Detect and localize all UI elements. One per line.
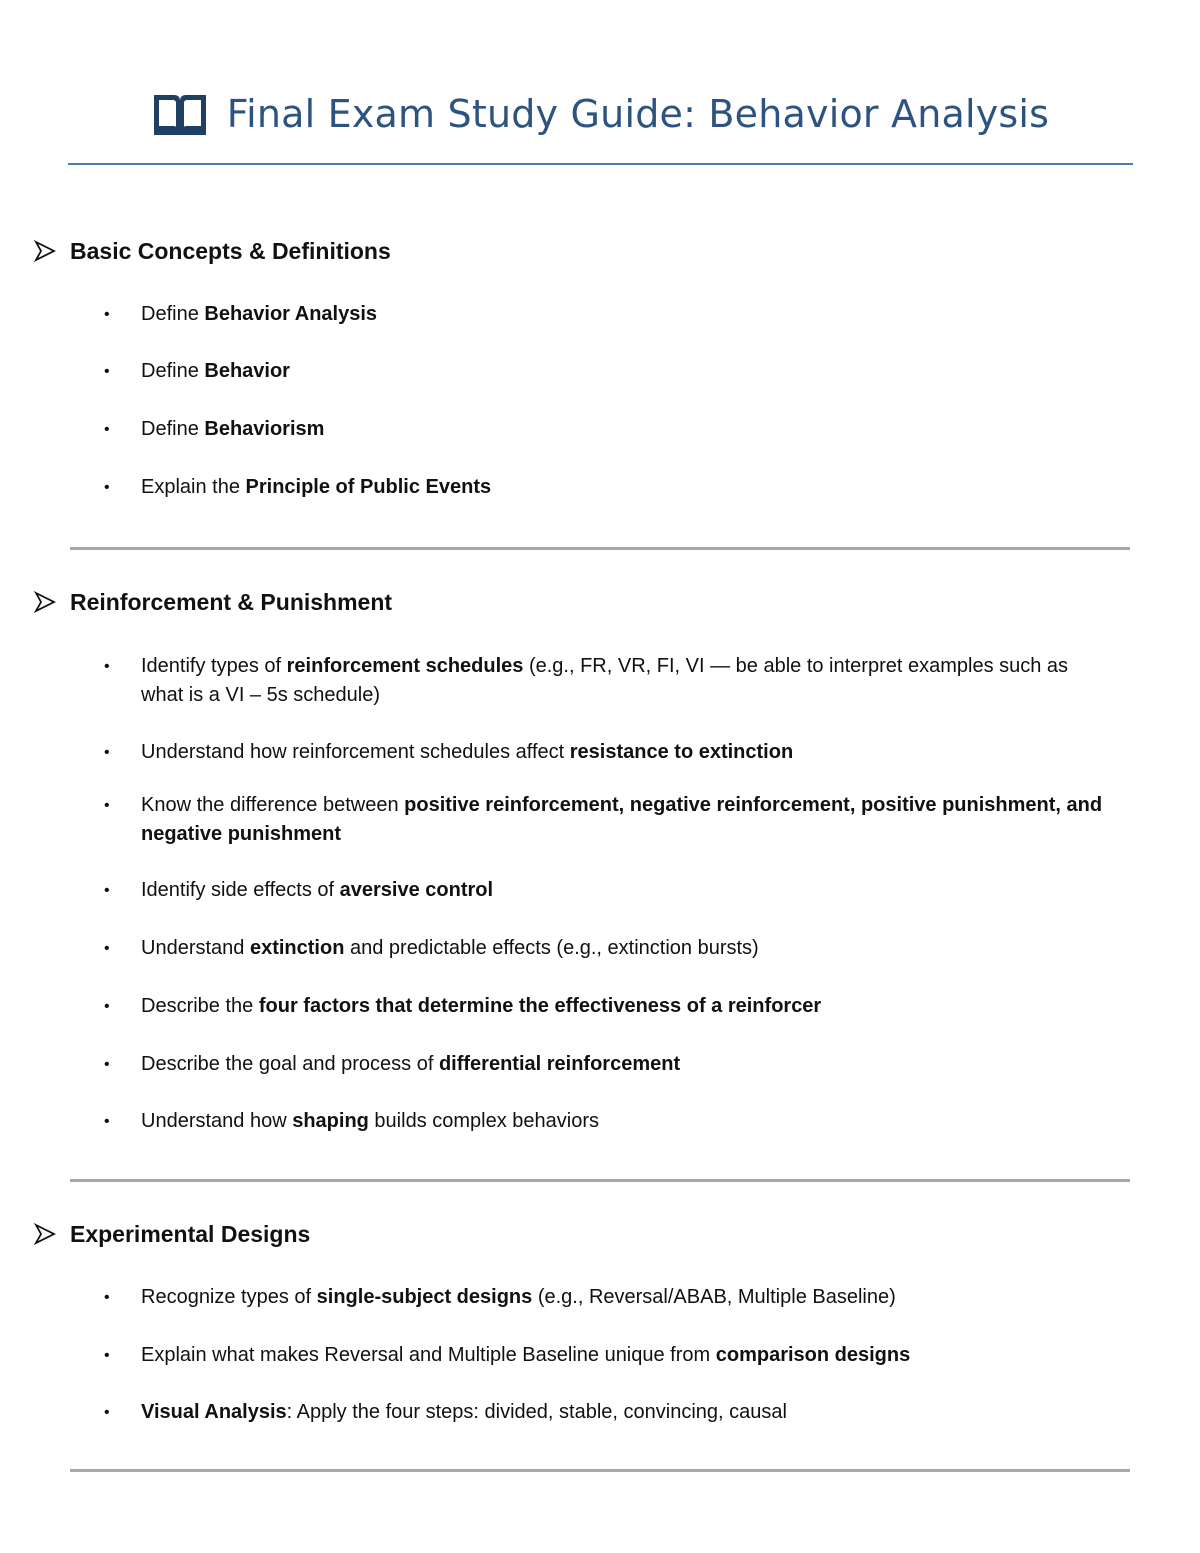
list-item	[100, 1050, 1110, 1079]
list-item	[100, 357, 1110, 386]
list-item	[100, 473, 1110, 502]
bullet-icon: •	[104, 1347, 110, 1364]
plain-text: Describe the goal and process of	[141, 1053, 439, 1075]
section-heading-basic-concepts	[34, 235, 391, 267]
list-item-text	[141, 791, 1110, 849]
list-item-text	[141, 473, 1110, 502]
arrowhead-bullet-icon	[34, 591, 56, 613]
emphasis-term: resistance to extinction	[569, 741, 794, 763]
bullet-icon: •	[104, 306, 110, 323]
plain-text: Define	[141, 418, 205, 440]
list-item	[100, 934, 1110, 963]
open-book-icon	[151, 91, 209, 137]
list-item	[100, 300, 1110, 329]
plain-text: (e.g., FR, VR, FI, VI — be able to interpret examples such as what is a VI – 5s schedule)	[141, 655, 1069, 706]
arrowhead-bullet-icon	[34, 240, 56, 262]
emphasis-term: Principle of Public Events	[245, 476, 492, 498]
plain-text: Identify types of	[141, 655, 287, 677]
plain-text: Understand	[141, 937, 250, 959]
list-item-text	[141, 992, 1110, 1021]
list-item	[100, 1341, 1110, 1370]
plain-text: builds complex behaviors	[368, 1110, 599, 1132]
list-item-text	[141, 876, 1110, 905]
emphasis-term: comparison designs	[715, 1344, 911, 1366]
bullet-icon: •	[104, 1113, 110, 1130]
list-item	[100, 1107, 1110, 1136]
section-title: Experimental Designs	[70, 1220, 311, 1247]
list-item-text	[141, 1107, 1110, 1136]
emphasis-term: single-subject designs	[316, 1286, 533, 1308]
list-item-text	[141, 652, 1110, 710]
bullet-icon: •	[104, 479, 110, 496]
plain-text: (e.g., Reversal/ABAB, Multiple Baseline)	[532, 1286, 896, 1308]
plain-text: Define	[141, 303, 205, 325]
list-item-text	[141, 300, 1110, 329]
emphasis-term: aversive control	[339, 879, 494, 901]
list-item	[100, 992, 1110, 1021]
list-item-text	[141, 738, 1110, 767]
list-item-text	[141, 1398, 1110, 1427]
bullet-icon: •	[104, 421, 110, 438]
plain-text: Explain the	[141, 476, 246, 498]
list-item	[100, 791, 1110, 849]
emphasis-term: reinforcement schedules	[286, 655, 524, 677]
section-title: Basic Concepts & Definitions	[70, 237, 391, 264]
list-item-text	[141, 357, 1110, 386]
emphasis-term: Visual Analysis	[141, 1401, 287, 1423]
bullet-icon: •	[104, 363, 110, 380]
bullet-icon: •	[104, 658, 110, 675]
emphasis-term: Behavior Analysis	[204, 303, 378, 325]
emphasis-term: shaping	[292, 1110, 369, 1132]
plain-text: Define	[141, 360, 205, 382]
bullet-icon: •	[104, 940, 110, 957]
section-heading-experimental-designs	[34, 1218, 310, 1250]
list-item-text	[141, 1050, 1110, 1079]
title-row	[0, 84, 1200, 144]
plain-text: and predictable effects (e.g., extinction bursts)	[344, 937, 759, 959]
plain-text: Identify side effects of	[141, 879, 340, 901]
bullet-icon: •	[104, 1289, 110, 1306]
arrowhead-bullet-icon	[34, 1223, 56, 1245]
list-item-text	[141, 1341, 1110, 1370]
plain-text: Describe the	[141, 995, 259, 1017]
section-divider	[70, 1469, 1130, 1472]
plain-text: Recognize types of	[141, 1286, 317, 1308]
list-item	[100, 415, 1110, 444]
emphasis-term: positive reinforcement, negative reinforcement, positive punishment, and negative punishment	[141, 794, 1103, 845]
emphasis-term: differential reinforcement	[438, 1053, 681, 1075]
bullet-icon: •	[104, 797, 110, 814]
list-item	[100, 738, 1110, 767]
list-item	[100, 1398, 1110, 1427]
plain-text: : Apply the four steps: divided, stable, convincing, causal	[286, 1401, 787, 1423]
section-divider	[70, 547, 1130, 550]
bullet-icon: •	[104, 998, 110, 1015]
list-item-text	[141, 1283, 1110, 1312]
list-item	[100, 1283, 1110, 1312]
emphasis-term: extinction	[249, 937, 345, 959]
bullet-icon: •	[104, 1056, 110, 1073]
list-item	[100, 652, 1110, 710]
section-heading-reinforcement-punishment	[34, 586, 392, 618]
bullet-icon: •	[104, 1404, 110, 1421]
page-title: Final Exam Study Guide: Behavior Analysis	[226, 92, 1050, 136]
list-item	[100, 876, 1110, 905]
bullet-icon: •	[104, 744, 110, 761]
section-divider	[70, 1179, 1130, 1182]
emphasis-term: four factors that determine the effectiveness of a reinforcer	[258, 995, 822, 1017]
title-underline	[68, 163, 1133, 165]
bullet-icon: •	[104, 882, 110, 899]
list-item-text	[141, 934, 1110, 963]
list-item-text	[141, 415, 1110, 444]
emphasis-term: Behavior	[204, 360, 290, 382]
emphasis-term: Behaviorism	[204, 418, 325, 440]
section-title: Reinforcement & Punishment	[70, 588, 393, 615]
plain-text: Know the difference between	[141, 794, 405, 816]
plain-text: Explain what makes Reversal and Multiple Baseline unique from	[141, 1344, 716, 1366]
plain-text: Understand how reinforcement schedules affect	[141, 741, 570, 763]
plain-text: Understand how	[141, 1110, 293, 1132]
